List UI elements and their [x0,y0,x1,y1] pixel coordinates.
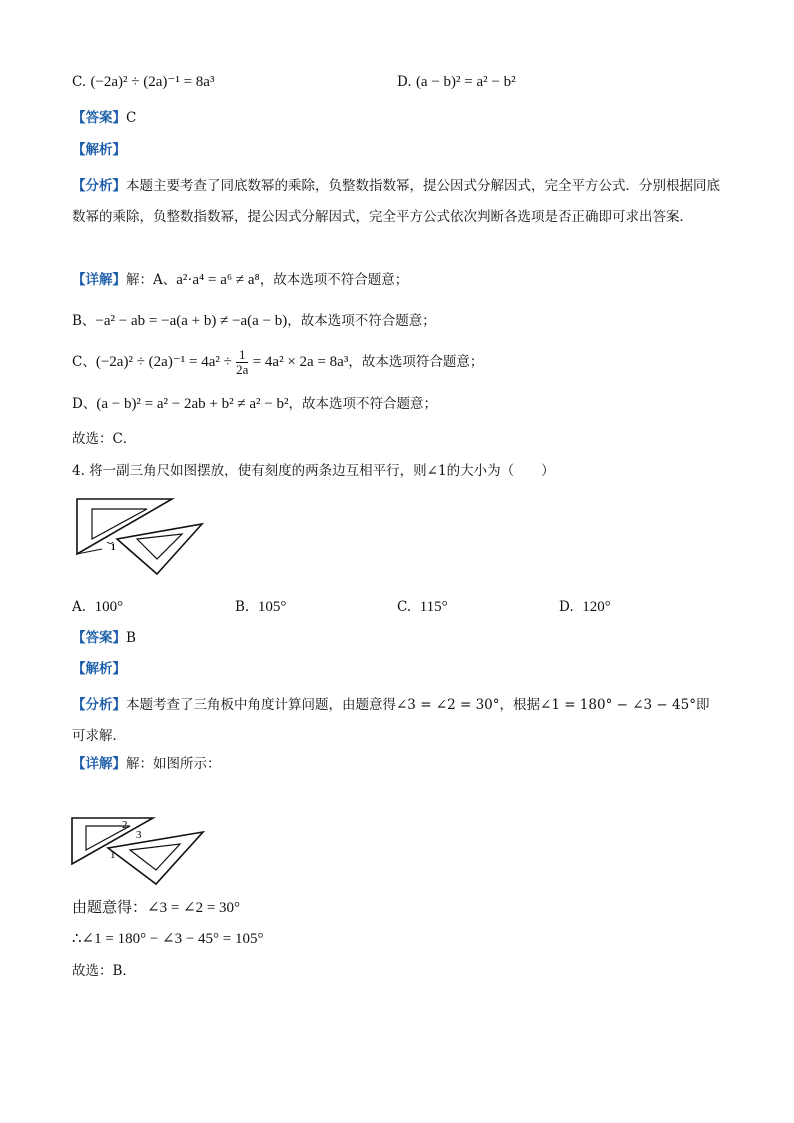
fig2-label-3: 3 [136,829,142,841]
q4-stem: 4. 将一副三角尺如图摆放，使有刻度的两条边互相平行，则∠1的大小为（ ） [72,463,555,479]
xiangjie-tag: 【详解】 [72,272,126,288]
line-c-prefix: C、 [72,354,96,370]
q4-step2 [72,929,264,949]
q3-detail-c [72,346,483,378]
q3-conclusion: 故选：C． [72,431,137,447]
q4-solution-figure [68,812,218,888]
line-a-prefix: 解：A、 [126,272,177,288]
q3-option-c-label: C. [72,74,87,90]
answer-tag: 【答案】 [72,630,126,646]
step2-text: ∴∠1 = 180° − ∠3 − 45° = 105° [72,931,264,947]
fenxi-tag: 【分析】 [72,697,126,713]
q4-analysis-heading [72,659,126,679]
line-a-suffix: ，故本选项不符合题意； [259,272,409,288]
q3-option-d [397,72,516,92]
option-label: A. [72,599,87,615]
q4-step1 [72,898,240,918]
fig-label-1: 1 [111,542,116,552]
fig2-label-2: 2 [122,819,128,831]
fenxi-text: 本题主要考查了同底数幂的乘除，负整数指数幂，提公因式分解因式，完全平方公式．分别根据同底数幂的乘除，负整数指数幂，提公因式分解因式，完全平方公式依次判断各选项是否正确即可求出答案． [72,178,720,225]
line-b-prefix: B、 [72,313,96,329]
analysis-tag: 【解析】 [72,661,126,677]
q3-option-c [72,72,214,92]
q4-option-b [235,597,286,617]
line-a-expr: a²·a⁴ = a⁶ ≠ a⁸ [176,272,260,288]
q4-detail [72,754,221,774]
option-value: 105° [257,599,287,615]
line-c-expr1: (−2a)² ÷ (2a)⁻¹ = 4a² ÷ [95,354,232,370]
answer-value: B [126,630,136,646]
q4-fenxi [72,690,722,752]
q4-conclusion: 故选：B． [72,963,136,979]
q3-option-d-label: D. [397,74,412,90]
q4-option-a [72,597,123,617]
q3-detail-a [72,270,408,290]
fenxi-text: 本题考查了三角板中角度计算问题，由题意得∠3 = ∠2 = 30°，根据∠1 = 180° − ∠3 − 45°即可求解． [72,697,710,744]
line-b-suffix: ，故本选项不符合题意； [287,313,436,329]
q3-option-c-expr: (−2a)² ÷ (2a)⁻¹ = 8a³ [90,74,215,90]
line-d-suffix: ，故本选项不符合题意； [288,396,437,412]
line-d-expr: (a − b)² = a² − 2ab + b² ≠ a² − b² [96,396,289,412]
fig2-label-1: 1 [110,849,116,861]
q3-analysis-heading [72,140,126,160]
fraction-denominator: 2a [236,362,249,377]
q3-detail-b [72,311,436,331]
option-label: C. [397,599,412,615]
q3-fenxi [72,171,722,233]
xiangjie-tag: 【详解】 [72,756,126,772]
answer-value: C [126,110,137,126]
option-value: 115° [419,599,448,615]
option-value: 120° [582,599,611,615]
step1-text: 由题意得：∠3 = ∠2 = 30° [72,900,241,916]
fenxi-tag: 【分析】 [72,178,126,194]
answer-tag: 【答案】 [72,110,126,126]
q4-answer [72,628,136,648]
xiangjie-text: 解：如图所示： [126,756,221,772]
line-d-prefix: D、 [72,396,97,412]
q3-answer [72,108,136,128]
q4-triangle-ruler-figure [72,494,212,580]
line-c-expr2: = 4a² × 2a = 8a³ [252,354,349,370]
option-label: D. [559,599,574,615]
q4-option-d [559,597,611,617]
q4-option-c [397,597,448,617]
line-c-fraction [236,348,248,377]
fraction-numerator: 1 [236,348,248,363]
analysis-tag: 【解析】 [72,142,126,158]
option-label: B. [235,599,250,615]
option-value: 100° [94,599,124,615]
q3-detail-d [72,394,437,414]
line-b-expr: −a² − ab = −a(a + b) ≠ −a(a − b) [95,313,288,329]
line-c-suffix: ，故本选项符合题意； [348,354,484,370]
q3-option-d-expr: (a − b)² = a² − b² [415,74,516,90]
